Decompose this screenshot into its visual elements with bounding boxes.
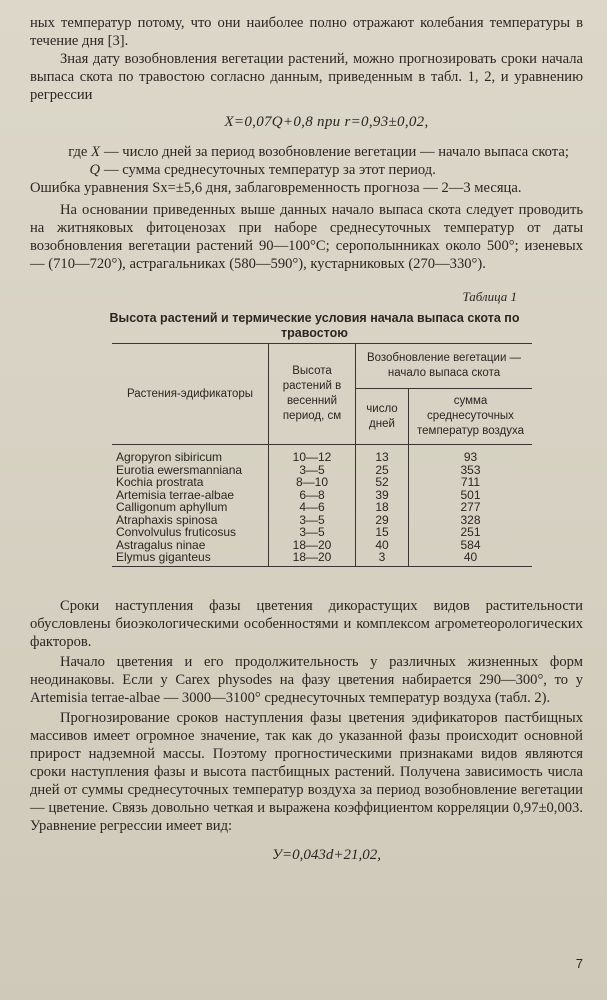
header-height: Высота растений в весенний период, см — [269, 344, 356, 445]
cell-days: 18 — [356, 501, 409, 514]
cell-temp-sum: 501 — [409, 489, 533, 502]
cell-days: 39 — [356, 489, 409, 502]
header-sum: сумма среднесуточных температур воздуха — [409, 389, 533, 445]
where-prefix: где — [68, 144, 88, 160]
cell-height: 6—8 — [269, 489, 356, 502]
cell-temp-sum: 40 — [409, 551, 533, 566]
cell-temp-sum: 93 — [409, 445, 533, 464]
cell-days: 13 — [356, 445, 409, 464]
cell-height: 10—12 — [269, 445, 356, 464]
definition-q — [30, 161, 583, 179]
cell-plant-name: Kochia prostrata — [116, 475, 204, 489]
cell-days: 3 — [356, 551, 409, 566]
error-statement: Ошибка уравнения Sx=±5,6 дня, заблаговременность прогноза — 2—3 месяца. — [30, 180, 522, 196]
table-row — [112, 551, 532, 566]
paragraph-3: На основании приведенных выше данных начало выпаса скота следует проводить на житняковых фитоценозах при наборе среднесуточных температур от даты возобновления вегетации растений 90—100°C; серополынниках около 500°; изеневых — (710—720°), астрагальниках (580—590°), кустарниковых (270—330°). — [30, 202, 583, 272]
cell-height: 18—20 — [269, 539, 356, 552]
symbol-q: Q — [89, 162, 100, 178]
cell-plant-name: Elymus giganteus — [112, 551, 269, 566]
cell-temp-sum: 328 — [409, 514, 533, 527]
cell-temp-sum: 711 — [409, 476, 533, 489]
cell-plant-name: Calligonum aphyllum — [116, 500, 228, 514]
cell-height: 3—5 — [269, 464, 356, 477]
definition-q-text: — сумма среднесуточных температур за этот период. — [104, 162, 436, 178]
paragraph-5: Начало цветения и его продолжительность у различных жизненных форм неодинаковы. Если у Carex physodes на фазу цветения набирается 290—300°, то у Artemisia terrae-albae — 3000—3100° среднесуточных температур воздуха (табл. 2). — [30, 653, 583, 706]
cell-height: 8—10 — [269, 476, 356, 489]
table-row — [112, 501, 532, 514]
table-label: Таблица 1 — [462, 289, 517, 304]
cell-plant-name: Astragalus ninae — [116, 537, 206, 552]
regression-formula-2: У=0,043d+21,02, — [271, 846, 382, 863]
regression-formula-1: X=0,07Q+0,8 при r=0,93±0,02, — [224, 114, 429, 130]
cell-plant-name: Artemisia terrae-albae — [116, 487, 235, 502]
cell-temp-sum: 251 — [409, 526, 533, 539]
cell-days: 25 — [356, 464, 409, 477]
cell-plant-name: Agropyron sibiricum — [116, 450, 223, 464]
cell-plant-name: Eurotia ewersmanniana — [116, 462, 243, 477]
definition-x-text: — число дней за период возобновление вегетации — начало выпаса скота; — [104, 144, 569, 160]
cell-temp-sum: 277 — [409, 501, 533, 514]
table-row — [112, 526, 532, 539]
table-title: Высота растений и термические условия начала выпаса скота по травостою — [109, 311, 520, 340]
cell-temp-sum: 584 — [409, 539, 533, 552]
definition-x — [30, 143, 583, 161]
header-plants: Растения-эдификаторы — [112, 344, 269, 445]
paragraph-2: Зная дату возобновления вегетации растений, можно прогнозировать сроки начала выпаса скота по травостою согласно данным, приведенным в табл. 1, 2, и уравнению регрессии — [30, 51, 583, 103]
cell-plant-name: Convolvulus fruticosus — [116, 525, 237, 539]
cell-height: 3—5 — [269, 526, 356, 539]
paragraph-6: Прогнозирование сроков наступления фазы цветения эдификаторов пастбищных массивов имеет огромное значение, так как до указанной фазы происходит основной прирост надземной массы. Поэтому прогностическими признаками видов являются сроки наступления фазы и высота пастбищных растений. Получена зависимость числа дней от суммы среднесуточных температур воздуха за период возобновление вегетации — цветение. Связь довольно четкая и выражена коэффициентом корреляции 0,97±0,003. Уравнение регрессии имеет вид: — [30, 709, 583, 834]
cell-height: 3—5 — [269, 514, 356, 527]
cell-height: 4—6 — [269, 501, 356, 514]
cell-plant-name: Atraphaxis spinosa — [116, 512, 218, 527]
cell-days: 15 — [356, 526, 409, 539]
symbol-x: X — [91, 144, 100, 160]
cell-days: 52 — [356, 476, 409, 489]
table-row — [112, 445, 532, 464]
header-days: число дней — [356, 389, 409, 445]
cell-days: 40 — [356, 539, 409, 552]
paragraph-4: Сроки наступления фазы цветения дикорастущих видов растительности обусловлены биоэкологическими особенностями и комплексом агрометеорологических факторов. — [30, 597, 583, 650]
page-number: 7 — [575, 956, 583, 971]
cell-height: 18—20 — [269, 551, 356, 566]
table-row — [112, 476, 532, 489]
table-body — [112, 445, 532, 567]
data-table — [112, 343, 532, 567]
header-group: Возобновление вегетации — начало выпаса скота — [356, 344, 533, 389]
cell-days: 29 — [356, 514, 409, 527]
paragraph-1: ных температур потому, что они наиболее полно отражают колебания температуры в течение дня [3]. — [30, 15, 583, 49]
cell-temp-sum: 353 — [409, 464, 533, 477]
